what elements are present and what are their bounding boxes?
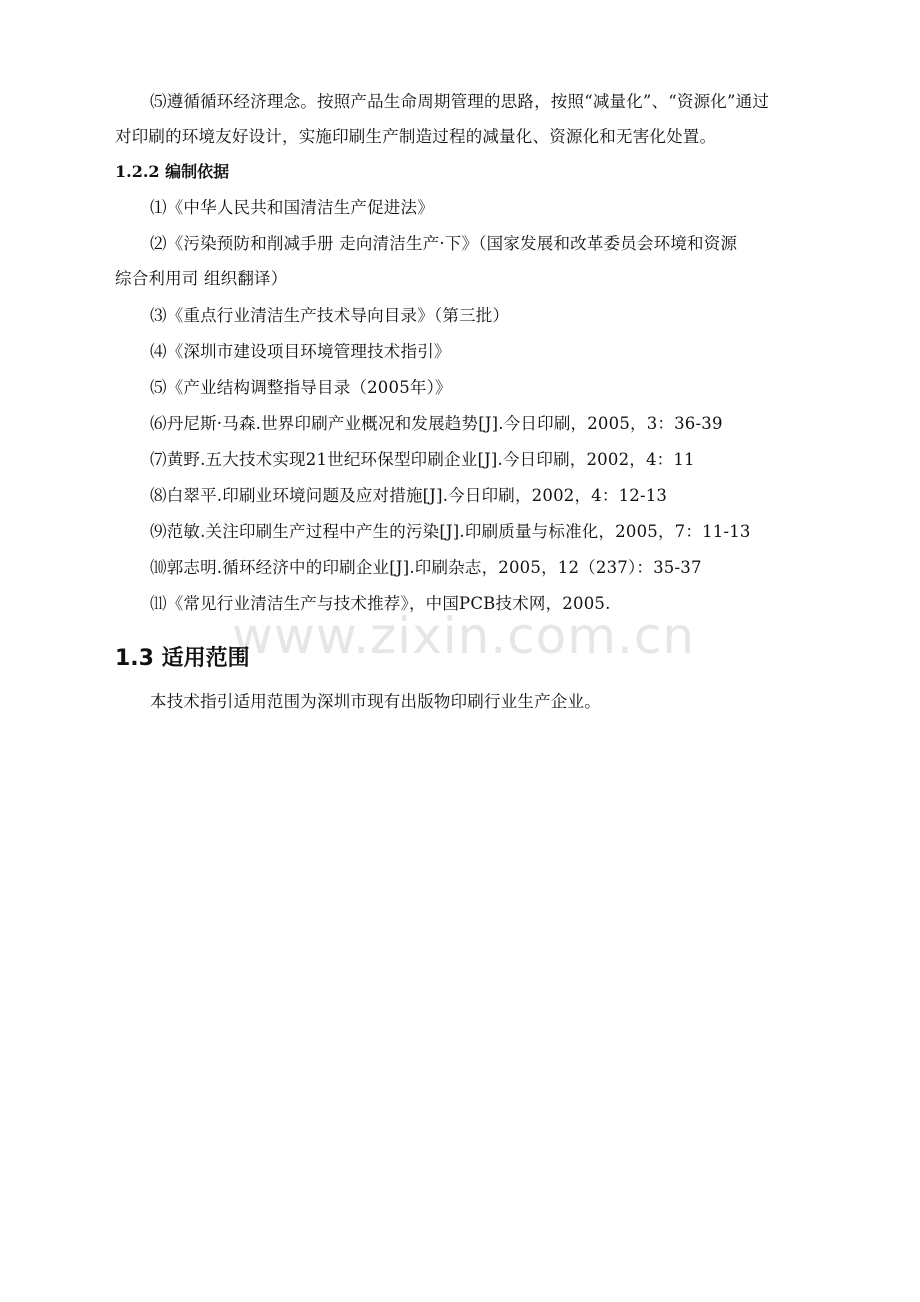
section-heading-1-2-2: 1.2.2 编制依据 [115, 162, 230, 181]
reference-item-7: ⑺黄野.五大技术实现21世纪环保型印刷企业[J].今日印刷，2002，4：11 [150, 450, 695, 469]
section-heading-1-3: 1.3 适用范围 [115, 646, 250, 671]
reference-item-9: ⑼范敏.关注印刷生产过程中产生的污染[J].印刷质量与标准化，2005，7：11-13 [150, 522, 751, 541]
reference-item-3: ⑶《重点行业清洁生产技术导向目录》（第三批） [150, 306, 510, 325]
reference-item-2-continued: 综合利用司 组织翻译） [115, 269, 288, 288]
paragraph-5-line-1: ⑸遵循循环经济理念。按照产品生命周期管理的思路，按照“减量化”、“资源化”通过 [150, 92, 770, 111]
reference-item-1: ⑴《中华人民共和国清洁生产促进法》 [150, 198, 434, 217]
reference-item-8: ⑻白翠平.印刷业环境问题及应对措施[J].今日印刷，2002，4：12-13 [150, 486, 668, 505]
reference-item-4: ⑷《深圳市建设项目环境管理技术指引》 [150, 342, 451, 361]
reference-item-10: ⑽郭志明.循环经济中的印刷企业[J].印刷杂志，2005，12（237）：35-37 [150, 558, 702, 577]
scope-paragraph: 本技术指引适用范围为深圳市现有出版物印刷行业生产企业。 [150, 692, 601, 711]
reference-item-11: ⑾《常见行业清洁生产与技术推荐》，中国PCB技术网，2005. [150, 594, 611, 613]
reference-item-5: ⑸《产业结构调整指导目录（2005年）》 [150, 378, 452, 397]
reference-item-6: ⑹丹尼斯·马森.世界印刷产业概况和发展趋势[J].今日印刷，2005，3：36-39 [150, 414, 723, 433]
paragraph-5-line-2: 对印刷的环境友好设计，实施印刷生产制造过程的减量化、资源化和无害化处置。 [115, 127, 717, 146]
site-watermark: www.zixin.com.cn [232, 607, 696, 665]
reference-item-2: ⑵《污染预防和削减手册 走向清洁生产·下》（国家发展和改革委员会环境和资源 [150, 234, 738, 253]
